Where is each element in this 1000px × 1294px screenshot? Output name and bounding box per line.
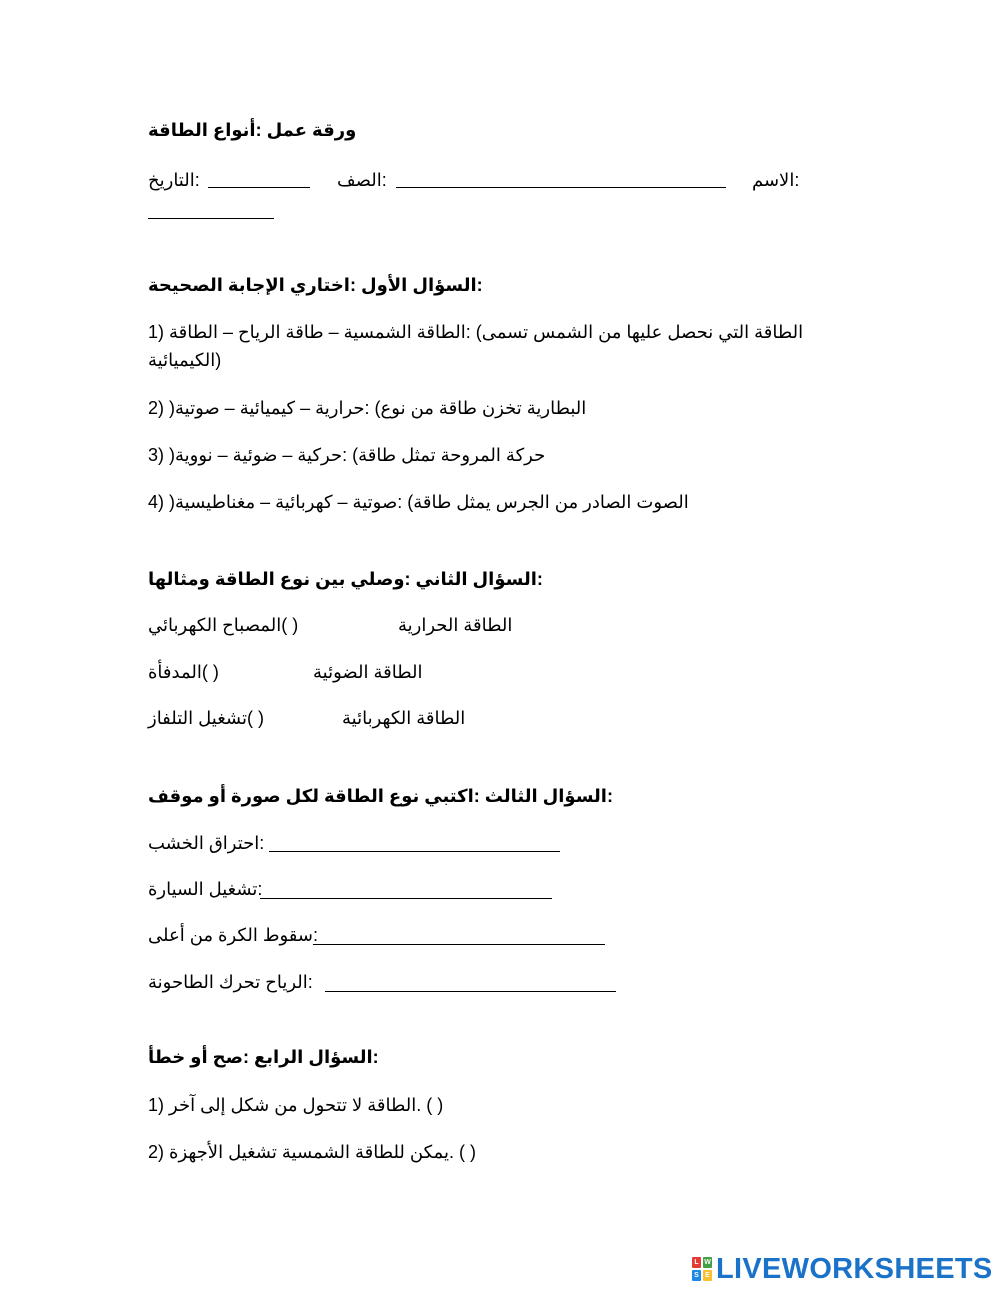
worksheet-title: ورقة عمل :أنواع الطاقة: [148, 120, 357, 140]
name-line[interactable]: [148, 218, 274, 219]
q1-title: :السؤال الأول :اختاري الإجابة الصحيحة: [148, 275, 483, 295]
q2-example-1[interactable]: ( )المصباح الكهربائي: [148, 615, 299, 635]
q3-answer-line-1[interactable]: [269, 851, 560, 852]
q3-item-2-label: :تشغيل السيارة: [148, 879, 263, 899]
logo-mark-tile: W: [704, 1259, 711, 1266]
q1-item-1: الطاقة التي نحصل عليها من الشمس تسمى) :الطاقة الشمسية – طاقة الرياح – الطاقة (1: [148, 322, 804, 342]
q2-example-2[interactable]: ( )المدفأة: [148, 662, 219, 682]
q1-item-4: الصوت الصادر من الجرس يمثل طاقة) :صوتية – كهربائية – مغناطيسية( (4: [148, 492, 689, 512]
q1-item-2: البطارية تخزن طاقة من نوع) :حرارية – كيميائية – صوتية( (2: [148, 398, 587, 418]
logo-text: LIVEWORKSHEETS: [716, 1252, 993, 1285]
liveworksheets-logo: [692, 1252, 993, 1286]
q4-item-1[interactable]: ( ) .الطاقة لا تتحول من شكل إلى آخر (1: [148, 1095, 444, 1115]
q2-type-2: الطاقة الضوئية: [313, 662, 423, 682]
q1-item-1-cont: (الكيميائية: [148, 350, 222, 370]
q3-answer-line-3[interactable]: [313, 944, 605, 945]
q1-item-3: حركة المروحة تمثل طاقة) :حركية – ضوئية – نووية( (3: [148, 445, 546, 465]
q2-type-3: الطاقة الكهربائية: [342, 708, 466, 728]
q3-item-1-label: :احتراق الخشب: [148, 833, 265, 853]
logo-mark-tile: S: [692, 1270, 701, 1281]
q3-answer-line-2[interactable]: [260, 898, 552, 899]
date-line[interactable]: [208, 187, 310, 188]
q3-item-4-label: :الرياح تحرك الطاحونة: [148, 972, 313, 992]
logo-mark-tile: E: [703, 1270, 712, 1281]
q2-type-1: الطاقة الحرارية: [398, 615, 513, 635]
q4-item-2[interactable]: ( ) .يمكن للطاقة الشمسية تشغيل الأجهزة (2: [148, 1142, 476, 1162]
logo-mark-tile: L: [692, 1257, 701, 1268]
q3-title: :السؤال الثالث :اكتبي نوع الطاقة لكل صورة أو موقف: [148, 786, 613, 806]
q2-title: :السؤال الثاني :وصلي بين نوع الطاقة ومثالها: [148, 569, 543, 589]
q4-title: :السؤال الرابع :صح أو خطأ: [148, 1047, 379, 1067]
q3-answer-line-4[interactable]: [325, 991, 616, 992]
date-label: :التاريخ: [148, 170, 200, 190]
class-label: :الصف: [337, 170, 387, 190]
q2-example-3[interactable]: ( )تشغيل التلفاز: [148, 708, 264, 728]
name-label: :الاسم: [752, 170, 800, 190]
logo-mark-icon: [692, 1257, 712, 1281]
q3-item-3-label: :سقوط الكرة من أعلى: [148, 925, 318, 945]
class-line[interactable]: [396, 187, 726, 188]
